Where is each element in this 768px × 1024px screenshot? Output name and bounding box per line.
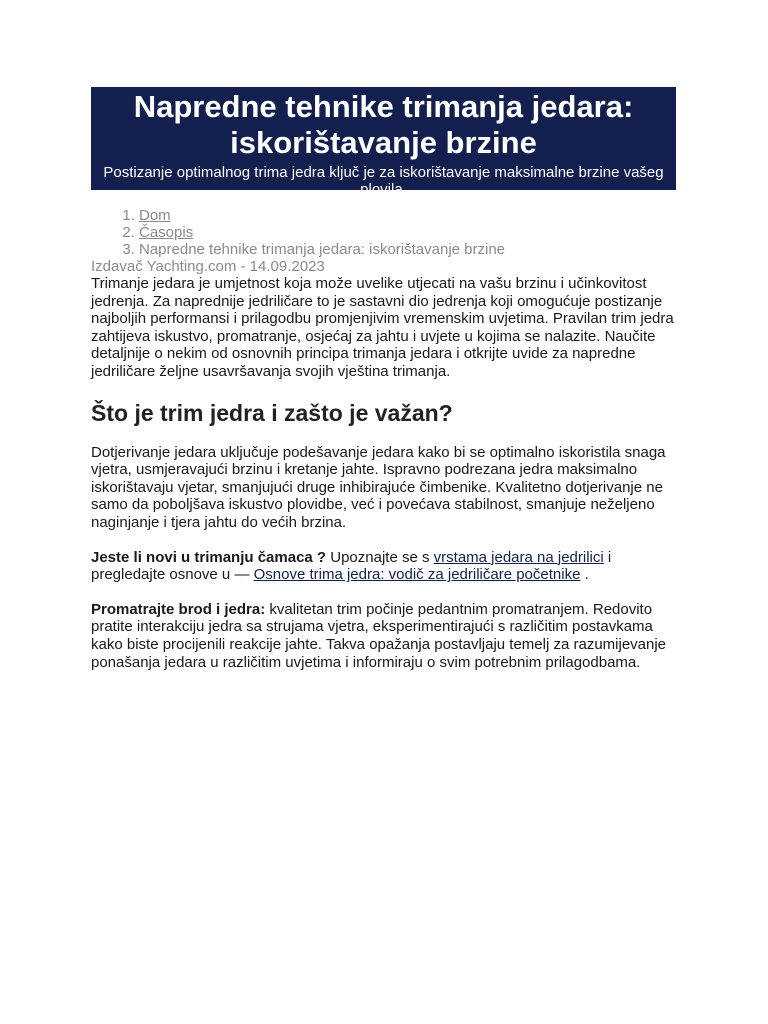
article-byline: Izdavač Yachting.com - 14.09.2023: [91, 258, 325, 275]
paragraph-2-bold-lead: Jeste li novi u trimanju čamaca ?: [91, 548, 327, 566]
section-paragraph-1: Dotjerivanje jedara uključuje podešavanje jedara kako bi se optimalno iskoristila snaga vjetra, usmjeravajući brzinu i kretanje jahte. Ispravno podrezana jedra maksimalno iskorištavaju vjetar, smanjujući druge inhibirajuće čimbenike. Kvalitetno dotjerivanje ne samo da poboljšava iskustvo plovidbe, već i povećava stabilnost, smanjuje neželjeno naginjanje i tjera jahtu do većih brzina.: [91, 443, 666, 531]
breadcrumb-item-current: [139, 241, 676, 258]
section-heading: Što je trim jedra i zašto je važan?: [91, 399, 453, 426]
page-subtitle: Postizanje optimalnog trima jedra ključ je za iskorištavanje maksimalne brzine vašeg plovila.: [103, 164, 664, 198]
paragraph-3-bold-lead: Promatrajte brod i jedra:: [91, 600, 266, 618]
breadcrumb-link-home[interactable]: Dom: [139, 207, 171, 224]
sail-types-link[interactable]: vrstama jedara na jedrilici: [433, 548, 604, 566]
breadcrumb-item-home: [139, 207, 676, 224]
paragraph-2-text-2: i pregledajte osnove u —: [91, 548, 612, 584]
breadcrumb-link-magazine[interactable]: Časopis: [139, 224, 194, 241]
hero-banner: [91, 87, 676, 198]
sail-trim-basics-link[interactable]: Osnove trima jedra: vodič za jedriličare početnike: [253, 566, 581, 584]
paragraph-3-text: kvalitetan trim počinje pedantnim promatranjem. Redovito pratite interakciju jedra sa strujama vjetra, eksperimentirajući s različitim postavkama kako biste procijenili reakcije jahte. Takva opažanja postavljaju temelj za razumijevanje ponašanja jedara u različitim uvjetima i informiraju o svim potrebnim prilagodbama.: [91, 600, 667, 671]
breadcrumb: [91, 207, 676, 258]
article: [91, 87, 676, 671]
page-title: Napredne tehnike trimanja jedara: iskorištavanje brzine: [133, 89, 634, 160]
paragraph-2-text-1: Upoznajte se s: [326, 548, 434, 566]
intro-paragraph: Trimanje jedara je umjetnost koja može uvelike utjecati na vašu brzinu i učinkovitost jedrenja. Za naprednije jedriličare to je sastavni dio jedrenja koji omogućuje postizanje najboljih performansi i prilagodbu promjenjivim vremenskim uvjetima. Pravilan trim jedra zahtijeva iskustvo, promatranje, osjećaj za jahtu i uvjete u kojima se nalazite. Naučite detaljnije o nekim od osnovnih principa trimanja jedara i otkrijte uvide za napredne jedriličare željne usavršavanja svojih vještina trimanja.: [91, 275, 674, 380]
breadcrumb-item-magazine: [139, 224, 676, 241]
section-paragraph-3: [91, 601, 676, 671]
section-paragraph-2: [91, 549, 676, 584]
paragraph-2-text-3: .: [580, 566, 589, 584]
breadcrumb-current-label: Napredne tehnike trimanja jedara: iskorištavanje brzine: [139, 241, 506, 258]
